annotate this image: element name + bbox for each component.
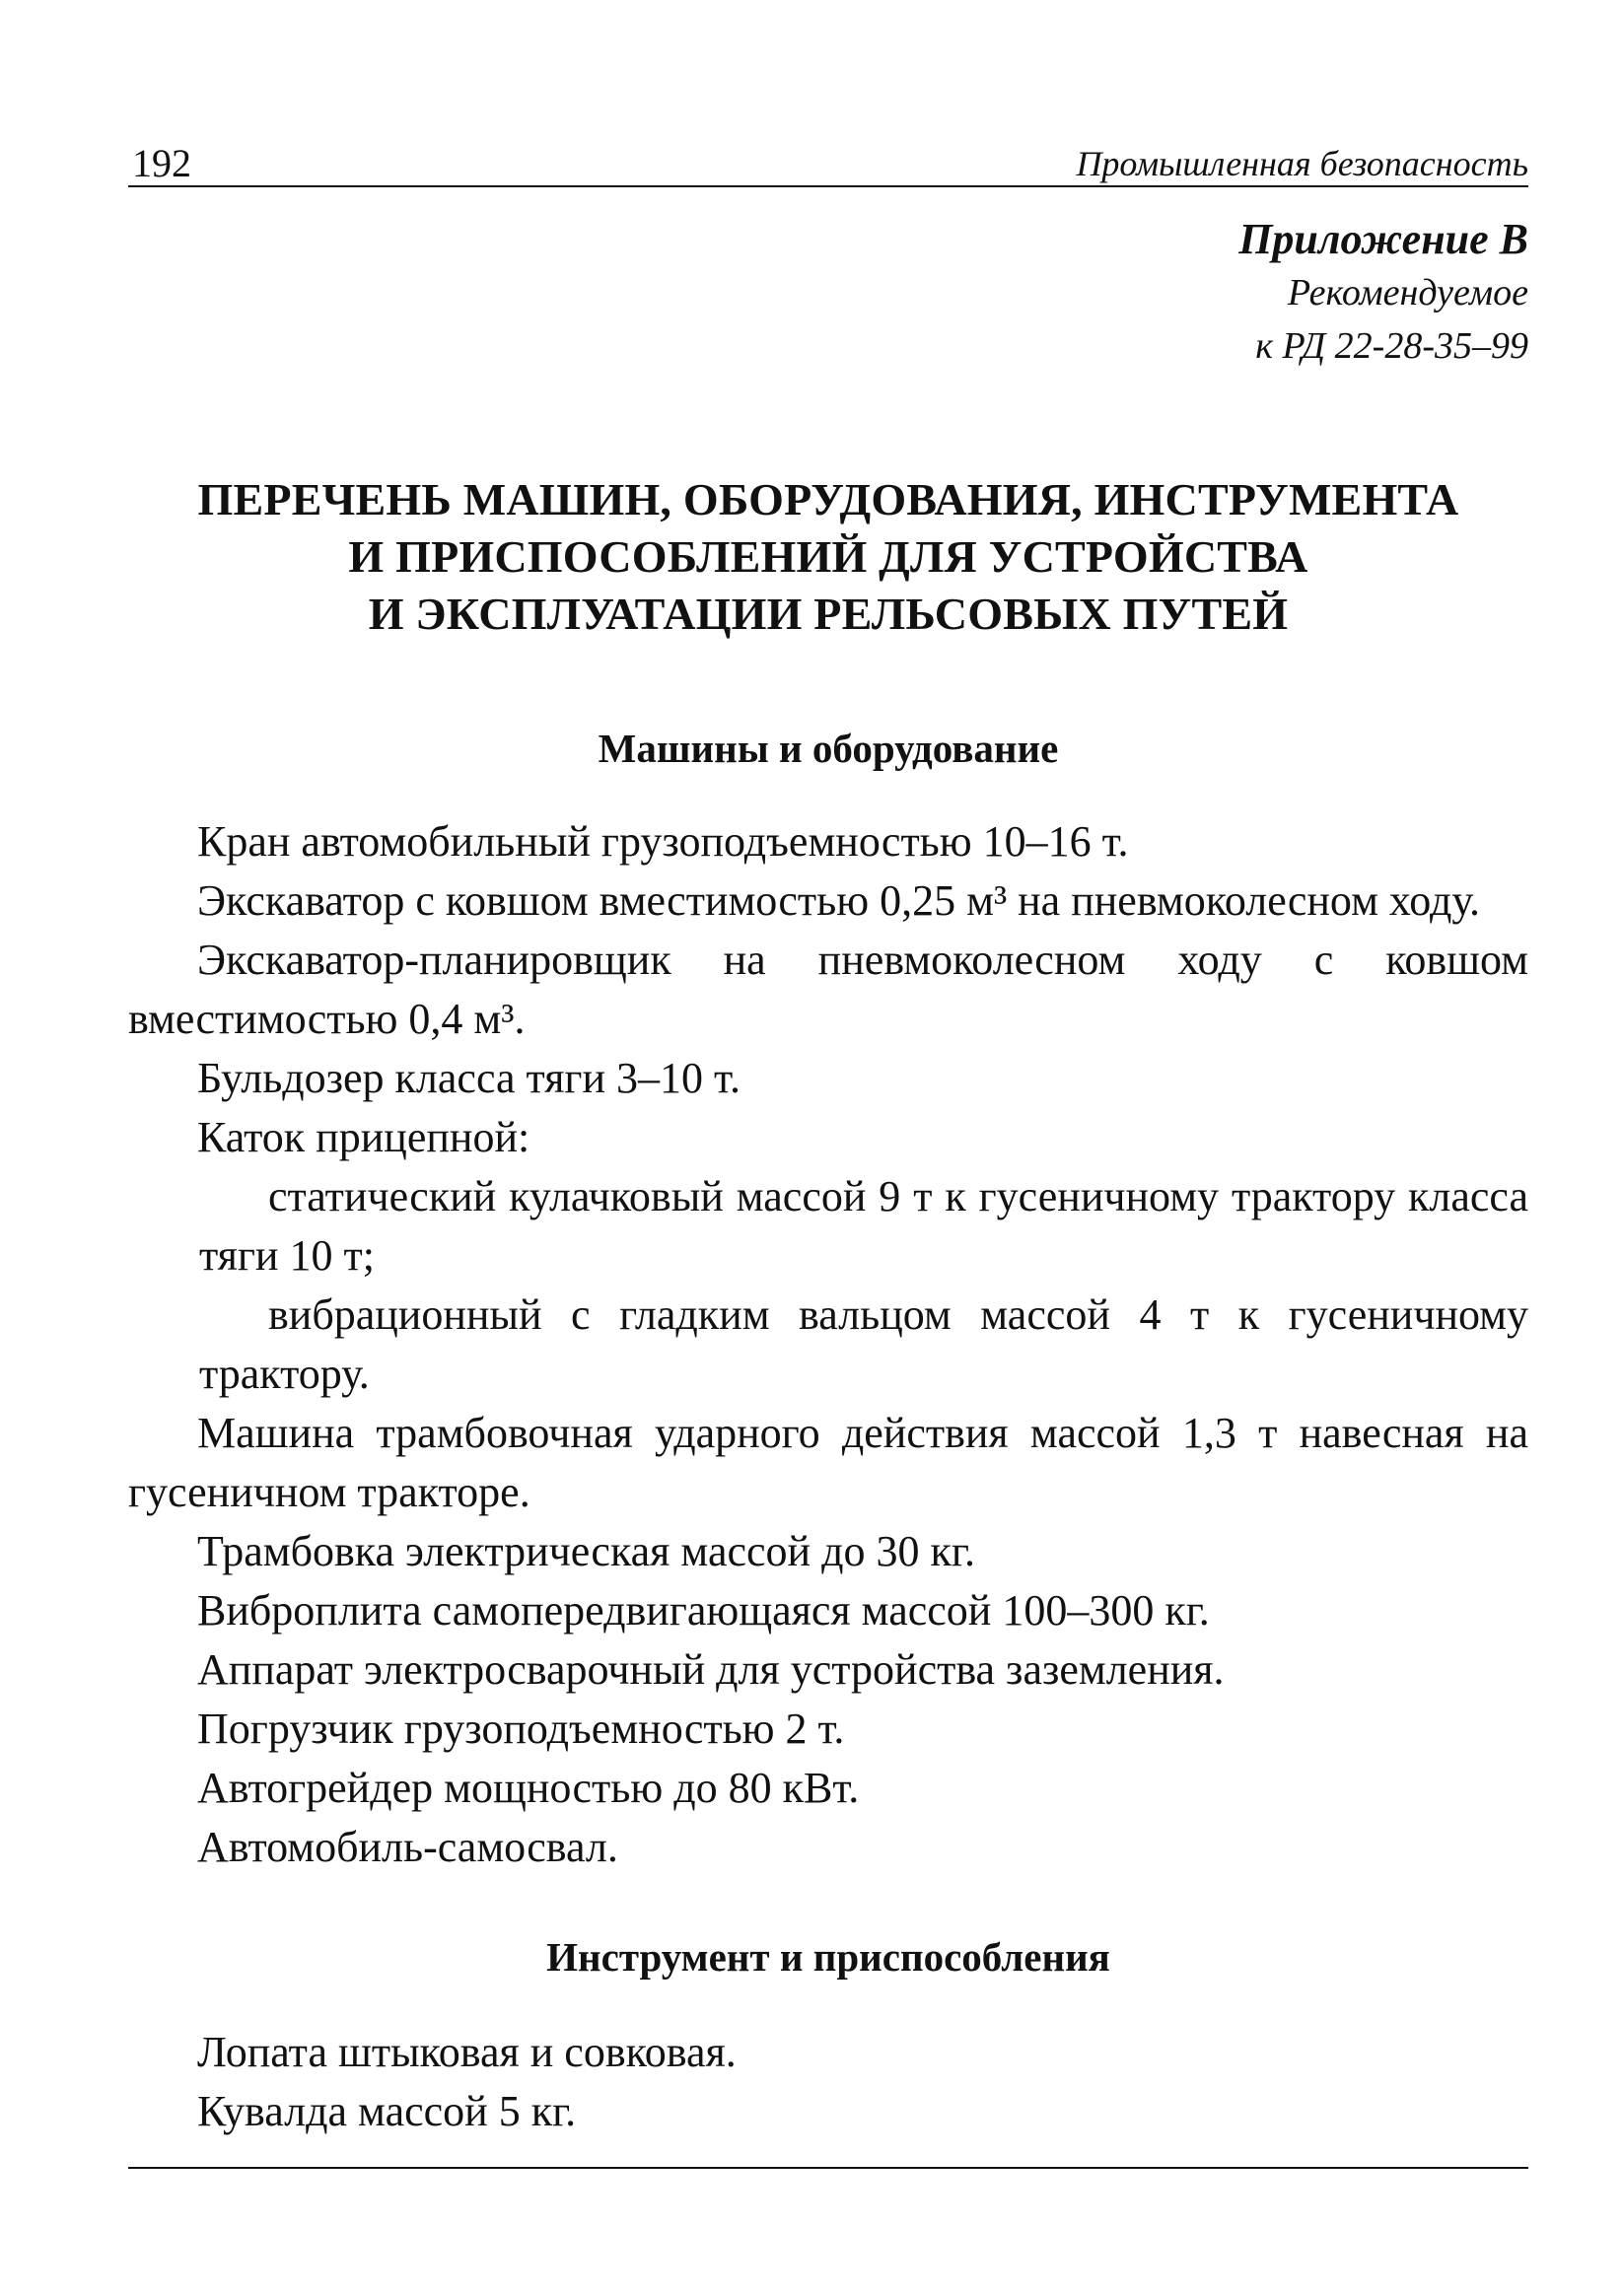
list-item: Каток прицепной: xyxy=(197,1113,530,1161)
list-item: Кран автомобильный грузоподъемностью 10–16 т. xyxy=(197,817,1129,866)
section-heading-machines: Машины и оборудование xyxy=(598,726,1059,771)
title-line: И ЭКСПЛУАТАЦИИ РЕЛЬСОВЫХ ПУТЕЙ xyxy=(368,589,1289,639)
list-item: Машина трамбовочная ударного действия массой 1,3 т навесная на гусеничном тракторе. xyxy=(128,1409,1528,1516)
tools-list xyxy=(128,2023,1528,2141)
running-header xyxy=(128,138,1528,187)
title-line: И ПРИСПОСОБЛЕНИЙ ДЛЯ УСТРОЙСТВА xyxy=(348,531,1308,582)
list-item: Автомобиль-самосвал. xyxy=(197,1823,618,1871)
list-item: Кувалда массой 5 кг. xyxy=(197,2087,577,2135)
list-item: Автогрейдер мощностью до 80 кВт. xyxy=(197,1764,860,1812)
appendix-status: Рекомендуемое xyxy=(1287,272,1528,313)
page-number: 192 xyxy=(132,141,191,185)
list-item: Бульдозер класса тяги 3–10 т. xyxy=(197,1054,741,1102)
appendix-reference: к РД 22-28-35–99 xyxy=(1255,325,1528,367)
running-title: Промышленная безопасность xyxy=(1076,144,1528,183)
appendix-block xyxy=(838,213,1528,373)
list-subitem: вибрационный с гладким вальцом массой 4 т к гусеничному трактору. xyxy=(199,1290,1528,1398)
list-item: Экскаватор-планировщик на пневмоколесном ходу с ковшом вместимостью 0,4 м³. xyxy=(128,936,1528,1043)
list-item: Трамбовка электрическая массой до 30 кг. xyxy=(197,1527,975,1575)
bottom-rule xyxy=(128,2167,1528,2169)
list-item: Погрузчик грузоподъемностью 2 т. xyxy=(197,1705,845,1753)
list-item: Экскаватор с ковшом вместимостью 0,25 м³ на пневмоколесном ходу. xyxy=(197,876,1480,925)
list-subitem: статический кулачковый массой 9 т к гусеничному трактору класса тяги 10 т; xyxy=(199,1172,1528,1280)
machines-list xyxy=(128,812,1528,1877)
list-item: Аппарат электросварочный для устройства заземления. xyxy=(197,1645,1225,1694)
section-heading-tools: Инструмент и приспособления xyxy=(546,1934,1110,1980)
list-item: Лопата штыковая и совковая. xyxy=(197,2028,737,2076)
title-line: ПЕРЕЧЕНЬ МАШИН, ОБОРУДОВАНИЯ, ИНСТРУМЕНТА xyxy=(197,474,1459,524)
document-title xyxy=(128,471,1528,643)
list-item: Виброплита самопередвигающаяся массой 100–300 кг. xyxy=(197,1586,1210,1635)
appendix-label: Приложение В xyxy=(1238,215,1528,263)
